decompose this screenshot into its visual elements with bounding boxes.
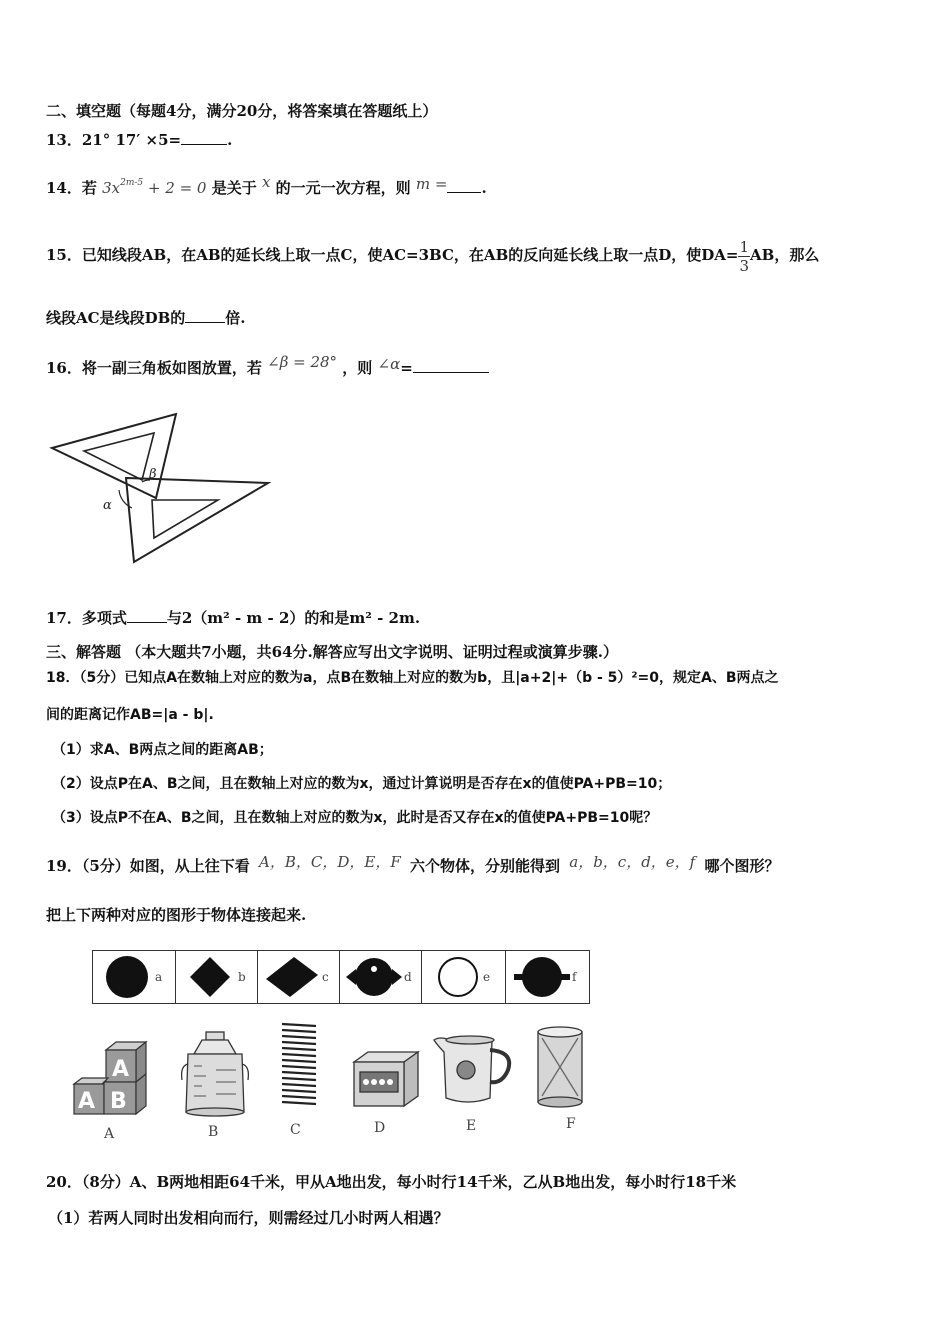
q15-text: 15．已知线段AB，在AB的延长线上取一点C，使AC=3BC，在AB的反向延长线上取一点D，使DA= [46, 246, 739, 264]
q19-prefix: 19．（5分）如图，从上往下看 [46, 857, 250, 875]
block-letter-right: B [110, 1089, 127, 1114]
gift-box-object [350, 1048, 422, 1110]
q15-fraction: $\frac{1}{3}$ [739, 237, 750, 275]
triangle-rulers-figure [46, 408, 276, 568]
question-15-line-1 [46, 236, 819, 275]
circle-with-handles-shape [506, 951, 590, 1003]
object-label-F: F [566, 1116, 576, 1132]
q16-beta-expr: ∠β = 28° [267, 353, 338, 371]
q17-text: 与2（m² - m - 2）的和是m² - 2m. [166, 609, 421, 627]
question-20-part-1: （1）若两人同时出发相向而行，则需经过几小时两人相遇？ [48, 1209, 449, 1227]
q14-tail: 的一元一次方程，则 [275, 179, 411, 197]
q19-shapes: a，b，c，d，e，f [569, 853, 696, 871]
q16-mid: ，则 [342, 359, 373, 377]
object-label-D: D [374, 1120, 386, 1136]
shape-cell-c [257, 951, 340, 1003]
triangle-ruler-top-inner [84, 433, 154, 480]
cylinder-can-object [534, 1024, 586, 1110]
shape-label-a: a [155, 970, 163, 984]
q15-tail: AB，那么 [750, 246, 820, 264]
triangle-ruler-bottom-outer [126, 478, 268, 562]
question-16 [46, 352, 489, 378]
q13-answer-blank[interactable] [181, 130, 227, 145]
q16-alpha-expr: ∠α [377, 355, 401, 373]
q14-variable: x [261, 173, 271, 191]
q16-eq: = [400, 359, 413, 377]
measuring-jug-object [180, 1030, 252, 1118]
pitcher-object [430, 1030, 516, 1110]
alpha-label: α [103, 498, 112, 513]
angle-alpha-arc [119, 490, 132, 508]
q19-tail: 哪个图形？ [704, 857, 780, 875]
q13-text: 13．21° 17′ ×5= [46, 131, 182, 149]
triangle-ruler-top-outer [52, 414, 176, 498]
q14-equation: $3x^{2m-5} + 2 = 0$ [102, 178, 207, 197]
q16-prefix: 16．将一副三角板如图放置，若 [46, 359, 262, 377]
alphabet-blocks-object [68, 1040, 148, 1118]
question-19-line-1 [46, 852, 779, 876]
q14-prefix: 14．若 [46, 179, 97, 197]
coil-spring-object [278, 1020, 320, 1112]
q14-answer-blank[interactable] [447, 178, 481, 193]
question-18-part-3: （3）设点P不在A、B之间，且在数轴上对应的数为x，此时是否又存在x的值使PA+PB=10呢？ [52, 810, 658, 826]
object-label-C: C [290, 1122, 301, 1138]
q14-m: m = [415, 175, 448, 193]
q17-prefix: 17．多项式 [46, 609, 127, 627]
beta-label: β [149, 467, 157, 482]
q19-mid: 六个物体，分别能得到 [410, 857, 561, 875]
shape-table [92, 950, 590, 1004]
hollow-circle-shape [422, 951, 506, 1003]
shape-label-e: e [483, 970, 491, 984]
q15-line2-text: 线段AC是线段DB的 [46, 309, 186, 327]
filled-circle-shape [93, 951, 175, 1003]
q19-objects: A，B，C，D，E，F [259, 853, 401, 871]
question-14 [46, 172, 487, 198]
section-2-heading: 二、填空题（每题4分，满分20分，将答案填在答题纸上） [46, 102, 438, 120]
shape-label-f: f [572, 970, 577, 984]
shape-cell-a [93, 951, 175, 1003]
question-18-line-2: 间的距离记作AB=|a - b|. [46, 707, 214, 723]
section-3-heading: 三、解答题 （本大题共7小题，共64分.解答应写出文字说明、证明过程或演算步骤.） [46, 643, 618, 661]
object-label-A: A [104, 1126, 115, 1142]
shape-cell-f [505, 951, 590, 1003]
q15-answer-blank[interactable] [185, 308, 225, 323]
q16-answer-blank[interactable] [413, 358, 489, 373]
shape-cell-d [339, 951, 422, 1003]
question-18-line-1: 18．（5分）已知点A在数轴上对应的数为a，点B在数轴上对应的数为b，且|a+2|+（b - 5）²=0，规定A、B两点之 [46, 670, 779, 686]
q14-mid: 是关于 [211, 179, 257, 197]
shape-cell-b [175, 951, 258, 1003]
question-18-part-1: （1）求A、B两点之间的距离AB； [52, 742, 273, 758]
block-letter-left: A [78, 1089, 96, 1114]
q15-line2-end: 倍. [225, 309, 246, 327]
q13-end: . [227, 131, 233, 149]
question-20-line-1: 20．（8分）A、B两地相距64千米，甲从A地出发，每小时行14千米，乙从B地出发，每小时行18千米 [46, 1173, 737, 1191]
q14-end: . [481, 179, 487, 197]
object-label-B: B [208, 1124, 219, 1140]
question-17 [46, 608, 420, 628]
block-letter-top: A [112, 1057, 130, 1082]
question-15-line-2 [46, 308, 246, 328]
question-19-line-2: 把上下两种对应的图形于物体连接起来. [46, 906, 307, 924]
q17-answer-blank[interactable] [127, 608, 167, 623]
shape-label-c: c [322, 970, 329, 984]
question-13 [46, 130, 232, 150]
shape-label-d: d [404, 970, 412, 984]
shape-cell-e [421, 951, 506, 1003]
shape-label-b: b [238, 970, 246, 984]
object-label-E: E [466, 1118, 477, 1134]
question-18-part-2: （2）设点P在A、B之间，且在数轴上对应的数为x，通过计算说明是否存在x的值使PA+PB=10； [52, 776, 672, 792]
